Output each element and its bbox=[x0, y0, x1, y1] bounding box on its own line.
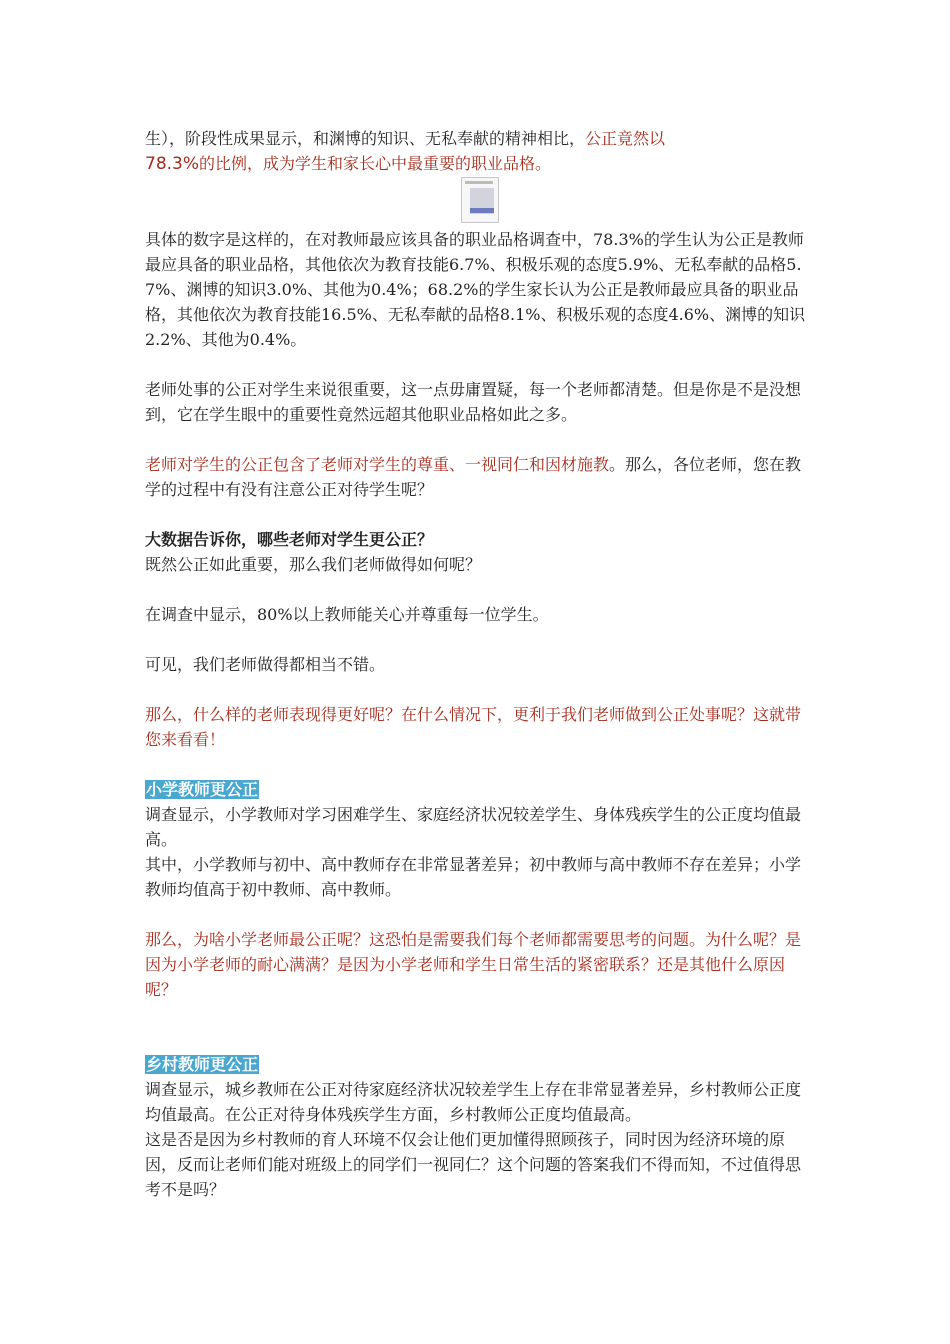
paragraph-rural-reason: 这是否是因为乡村教师的育人环境不仅会让他们更加懂得照顾孩子，同时因为经济环境的原因，反而让老师们能对班级上的同学们一视同仁？这个问题的答案我们不得而知，不过值得思考不是吗？ bbox=[145, 1130, 802, 1199]
chart-figure bbox=[145, 177, 810, 227]
section-title-primary bbox=[145, 777, 810, 802]
section-title-rural bbox=[145, 1052, 810, 1077]
fairness-definition-rest: 。那么，各位老师，您在教学的过程中有没有注意公正对待学生呢？ bbox=[145, 455, 802, 499]
paragraph-intro-result bbox=[145, 126, 810, 177]
intro-text: 生），阶段性成果显示，和渊博的知识、无私奉献的精神相比， bbox=[145, 129, 586, 148]
fairness-definition-highlight: 老师对学生的公正包含了老师对学生的尊重、一视同仁和因材施教 bbox=[145, 455, 610, 474]
section-title-primary-label: 小学教师更公正 bbox=[146, 780, 259, 799]
paragraph-why-primary: 那么，为啥小学老师最公正呢？这恐怕是需要我们每个老师都需要思考的问题。为什么呢？是因为小学老师的耐心满满？是因为小学老师和学生日常生活的紧密联系？还是其他什么原因呢？ bbox=[145, 930, 802, 999]
intro-highlight: 公正竟然以 bbox=[585, 129, 666, 148]
chart-thumbnail-icon bbox=[461, 177, 499, 223]
paragraph-primary-survey: 调查显示，小学教师对学习困难学生、家庭经济状况较差学生、身体残疾学生的公正度均值最高。 bbox=[145, 805, 802, 849]
paragraph-question: 既然公正如此重要，那么我们老师做得如何呢？ bbox=[145, 555, 482, 574]
paragraph-rural-survey: 调查显示，城乡教师在公正对待家庭经济状况较差学生上存在非常显著差异，乡村教师公正度均值最高。在公正对待身体残疾学生方面，乡村教师公正度均值最高。 bbox=[145, 1080, 802, 1124]
section-title-rural-label: 乡村教师更公正 bbox=[146, 1055, 259, 1074]
paragraph-which-teachers: 那么，什么样的老师表现得更好呢？在什么情况下，更利于我们老师做到公正处事呢？这就带您来看看！ bbox=[145, 705, 802, 749]
paragraph-importance: 老师处事的公正对学生来说很重要，这一点毋庸置疑，每一个老师都清楚。但是你是不是没想到，它在学生眼中的重要性竟然远超其他职业品格如此之多。 bbox=[145, 380, 802, 424]
intro-percentage: 78.3% bbox=[145, 154, 200, 174]
paragraph-survey-80: 在调查中显示，80%以上教师能关心并尊重每一位学生。 bbox=[145, 605, 549, 624]
section-heading-big-data: 大数据告诉你，哪些老师对学生更公正？ bbox=[145, 530, 434, 549]
intro-highlight-rest: 的比例，成为学生和家长心中最重要的职业品格。 bbox=[199, 154, 552, 173]
paragraph-primary-difference: 其中，小学教师与初中、高中教师存在非常显著差异；初中教师与高中教师不存在差异；小学教师均值高于初中教师、高中教师。 bbox=[145, 855, 802, 899]
paragraph-statistics: 具体的数字是这样的，在对教师最应该具备的职业品格调查中，78.3%的学生认为公正是教师最应具备的职业品格，其他依次为教育技能6.7%、积极乐观的态度5.9%、无私奉献的品格5.7%、渊博的知识3.0%、其他为0.4%；68.2%的学生家长认为公正是教师最应具备的职业品格，其他依次为教育技能16.5%、无私奉献的品格8.1%、积极乐观的态度4.6%、渊博的知识2.2%、其他为0.4%。 bbox=[145, 230, 806, 349]
paragraph-doing-well: 可见，我们老师做得都相当不错。 bbox=[145, 655, 386, 674]
article-body bbox=[145, 126, 810, 1202]
paragraph-fairness-definition bbox=[145, 452, 810, 502]
